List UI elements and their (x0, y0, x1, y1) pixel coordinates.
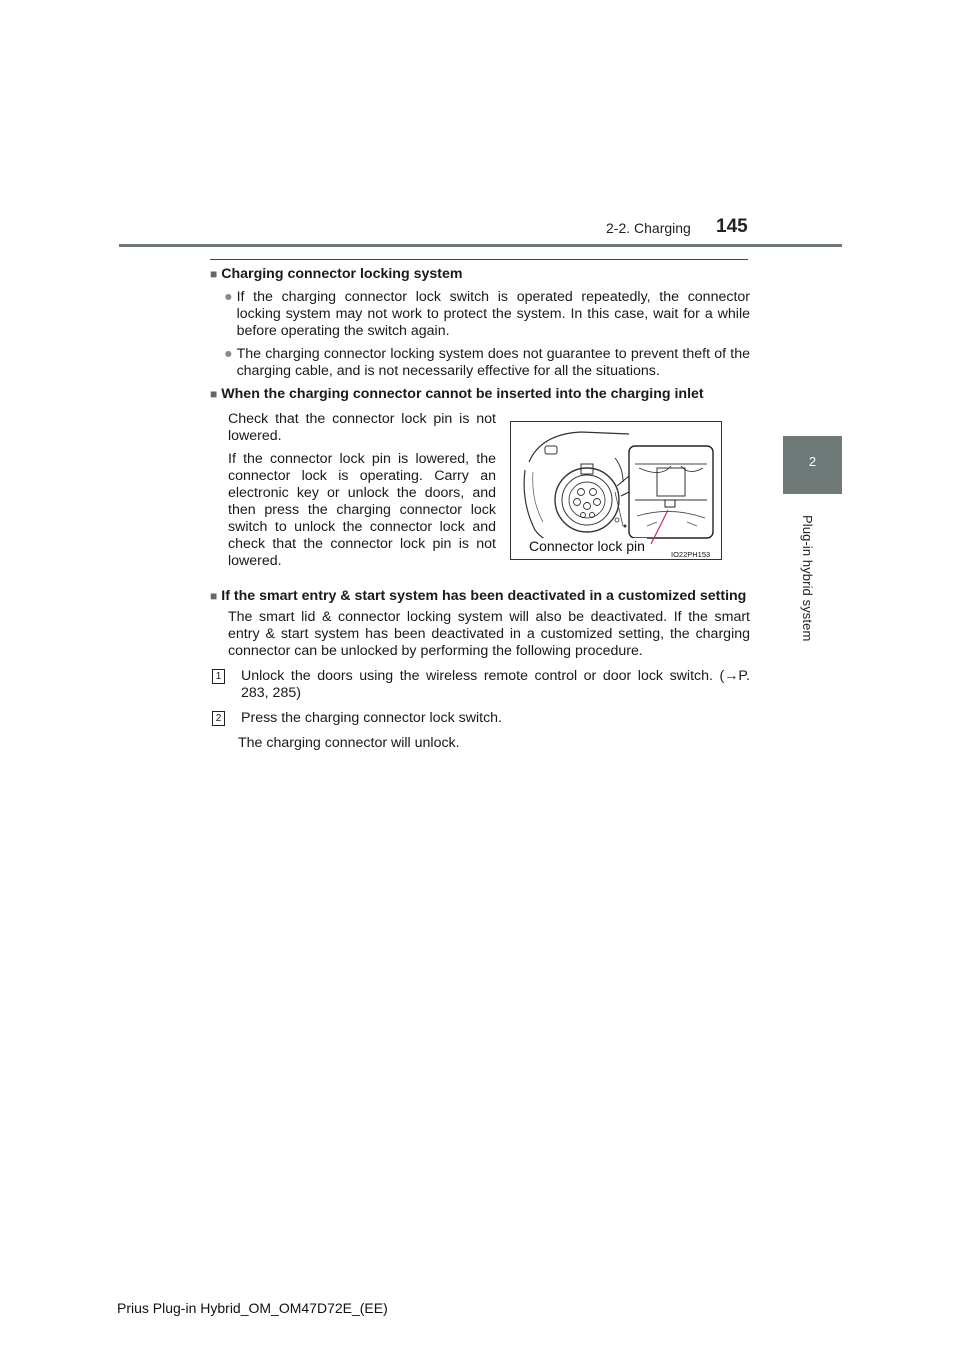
step-number: 1 (212, 669, 225, 684)
section-heading-locking (210, 266, 750, 283)
step-number: 2 (212, 711, 225, 726)
step-item (210, 668, 750, 702)
figure-callout-label: Connector lock pin (529, 538, 645, 554)
step-text: Press the charging connector lock switch. (241, 710, 503, 726)
square-bullet-icon: ■ (210, 387, 218, 401)
list-item-text: The charging connector locking system does not guarantee to prevent theft of the charging cable, and is not necessarily effective for all the situations. (236, 346, 750, 379)
section-heading-text: If the smart entry & start system has been deactivated in a customized setting (221, 588, 747, 604)
list-item (210, 346, 750, 380)
step-item (210, 710, 750, 727)
section-heading-text: When the charging connector cannot be inserted into the charging inlet (221, 386, 704, 402)
chapter-tab[interactable] (783, 436, 842, 494)
chapter-tab-number: 2 (808, 454, 817, 469)
bullet-dot-icon: ● (224, 289, 233, 305)
list-item-text: If the charging connector lock switch is operated repeatedly, the connector locking system may not work to protect the system. In this case, wait for a while before operating the switch again. (236, 289, 750, 339)
square-bullet-icon: ■ (210, 267, 218, 281)
paragraph: If the connector lock pin is lowered, the connector lock is operating. Carry an electronic key or unlock the doors, and then press the charging connector lock switch to unlock the connector lock and check that the connector lock pin is not lowered. (228, 451, 496, 569)
step-text: Unlock the doors using the wireless remote control or door lock switch. (→P. 283, 285) (241, 668, 750, 701)
section-heading-smart-entry (210, 588, 750, 605)
header-section-title: 2-2. Charging (606, 220, 691, 236)
header-rule (119, 244, 842, 247)
list-item (210, 289, 750, 340)
cannot-insert-text (210, 407, 496, 576)
paragraph: The smart lid & connector locking system will also be deactivated. If the smart entry & start system has been deactivated in a customized setting, the charging connector can be unlocked by performing the following procedure. (228, 609, 750, 659)
page-number: 145 (716, 216, 748, 237)
figure-code: IO22PH153 (671, 550, 711, 559)
square-bullet-icon: ■ (210, 589, 218, 603)
text-figure-row (210, 407, 750, 576)
chapter-tab-label: Plug-in hybrid system (800, 515, 815, 642)
paragraph: Check that the connector lock pin is not lowered. (228, 411, 496, 444)
step-note: The charging connector will unlock. (238, 735, 460, 751)
section-heading-cannot-insert (210, 386, 750, 403)
page-content (210, 266, 750, 752)
section-heading-text: Charging connector locking system (221, 266, 463, 282)
footer-document-id: Prius Plug-in Hybrid_OM_OM47D72E_(EE) (117, 1300, 388, 1316)
connector-lock-pin-figure (510, 421, 722, 560)
content-rule (210, 259, 748, 260)
bullet-dot-icon: ● (224, 346, 233, 362)
